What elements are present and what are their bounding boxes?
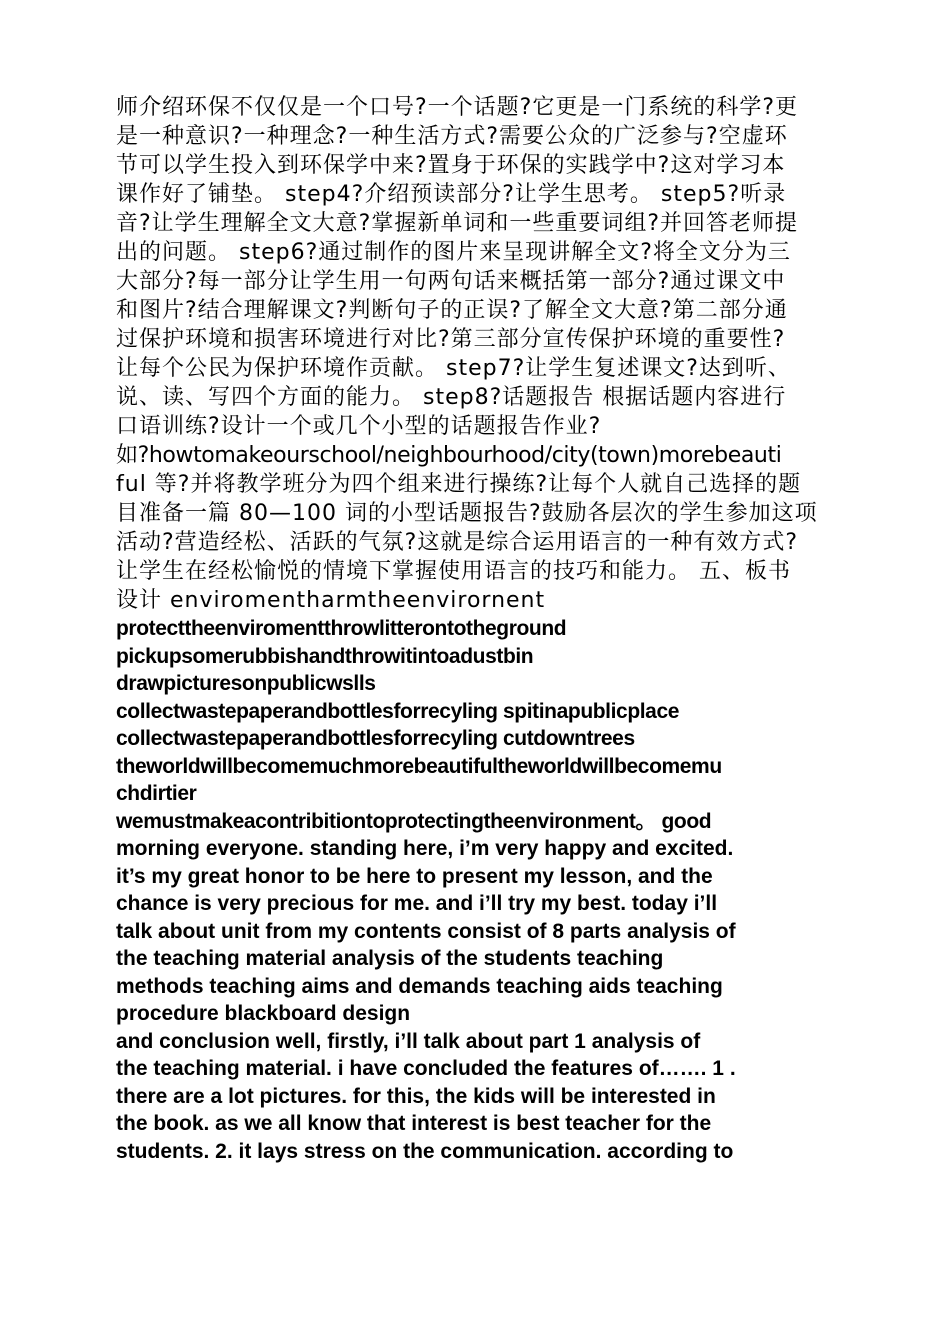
text-line: drawpicturesonpublicwslls	[116, 672, 376, 695]
text-line: the teaching material. i have concluded the features of……. 1 .	[116, 1057, 736, 1080]
text-line: methods teaching aims and demands teaching aids teaching	[116, 974, 723, 998]
text-line: 节可以学生投入到环保学中来?置身于环保的实践学中?这对学习本	[116, 153, 786, 178]
text-line: the teaching material analysis of the students teaching	[116, 947, 664, 970]
text-line: pickupsomerubbishandthrowitintoadustbin	[116, 644, 534, 668]
text-line: 音?让学生理解全文大意?掌握新单词和一些重要词组?并回答老师提	[116, 211, 799, 236]
body-text	[116, 93, 836, 1165]
text-line: protecttheenviromentthrowlitterontotheground	[116, 617, 567, 640]
text-line: 出的问题。 step6?通过制作的图片来呈现讲解全文?将全文分为三	[116, 240, 791, 265]
text-line: and conclusion well, firstly, i’ll talk about part 1 analysis of	[116, 1029, 701, 1053]
text-line: 师介绍环保不仅仅是一个口号?一个话题?它更是一门系统的科学?更	[116, 95, 799, 120]
text-line: talk about unit from my contents consist of 8 parts analysis of	[116, 919, 736, 943]
text-line: 大部分?每一部分让学生用一句两句话来概括第一部分?通过课文中	[116, 269, 786, 294]
text-line: chdirtier	[116, 782, 197, 805]
text-line: there are a lot pictures. for this, the kids will be interested in	[116, 1084, 716, 1108]
text-line: wemustmakeacontribitiontoprotectingtheenvironment。 good	[116, 809, 712, 833]
text-line: the book. as we all know that interest is best teacher for the	[116, 1112, 712, 1135]
text-line: morning everyone. standing here, i’m very happy and excited.	[116, 837, 734, 860]
text-line: 活动?营造经松、活跃的气氛?这就是综合运用语言的一种有效方式?	[116, 530, 799, 555]
text-line: procedure blackboard design	[116, 1002, 411, 1025]
text-line: students. 2. it lays stress on the communication. according to	[116, 1139, 734, 1163]
text-line: 和图片?结合理解课文?判断句子的正误?了解全文大意?第二部分通	[116, 298, 788, 323]
text-line: 目准备一篇 80—100 词的小型话题报告?鼓励各层次的学生参加这项	[116, 501, 818, 526]
text-line: 让学生在经松愉悦的情境下掌握使用语言的技巧和能力。 五、板书	[116, 559, 791, 584]
text-line: 口语训练?设计一个或几个小型的话题报告作业?	[116, 414, 602, 439]
text-line: 让每个公民为保护环境作贡献。 step7?让学生复述课文?达到听、	[116, 356, 791, 381]
text-line: it’s my great honor to be here to present my lesson, and the	[116, 864, 713, 888]
text-line: collectwastepaperandbottlesforrecyling cutdowntrees	[116, 727, 635, 750]
text-line: 如?howtomakeourschool/neighbourhood/city(town)morebeauti	[116, 443, 782, 468]
text-line: ful 等?并将教学班分为四个组来进行操练?让每个人就自己选择的题	[116, 472, 802, 497]
text-line: collectwastepaperandbottlesforrecyling spitinapublicplace	[116, 699, 680, 723]
text-line: 过保护环境和损害环境进行对比?第三部分宣传保护环境的重要性?	[116, 327, 786, 352]
text-line: chance is very precious for me. and i’ll try my best. today i’ll	[116, 892, 718, 915]
text-line: 说、读、写四个方面的能力。 step8?话题报告 根据话题内容进行	[116, 385, 787, 410]
text-line: 课作好了铺垫。 step4?介绍预读部分?让学生思考。 step5?听录	[116, 182, 787, 207]
text-line: theworldwillbecomemuchmorebeautifultheworldwillbecomemu	[116, 754, 722, 778]
text-line: 设计 enviromentharmtheenvirornent	[116, 588, 546, 613]
text-line: 是一种意识?一种理念?一种生活方式?需要公众的广泛参与?空虚环	[116, 124, 788, 149]
